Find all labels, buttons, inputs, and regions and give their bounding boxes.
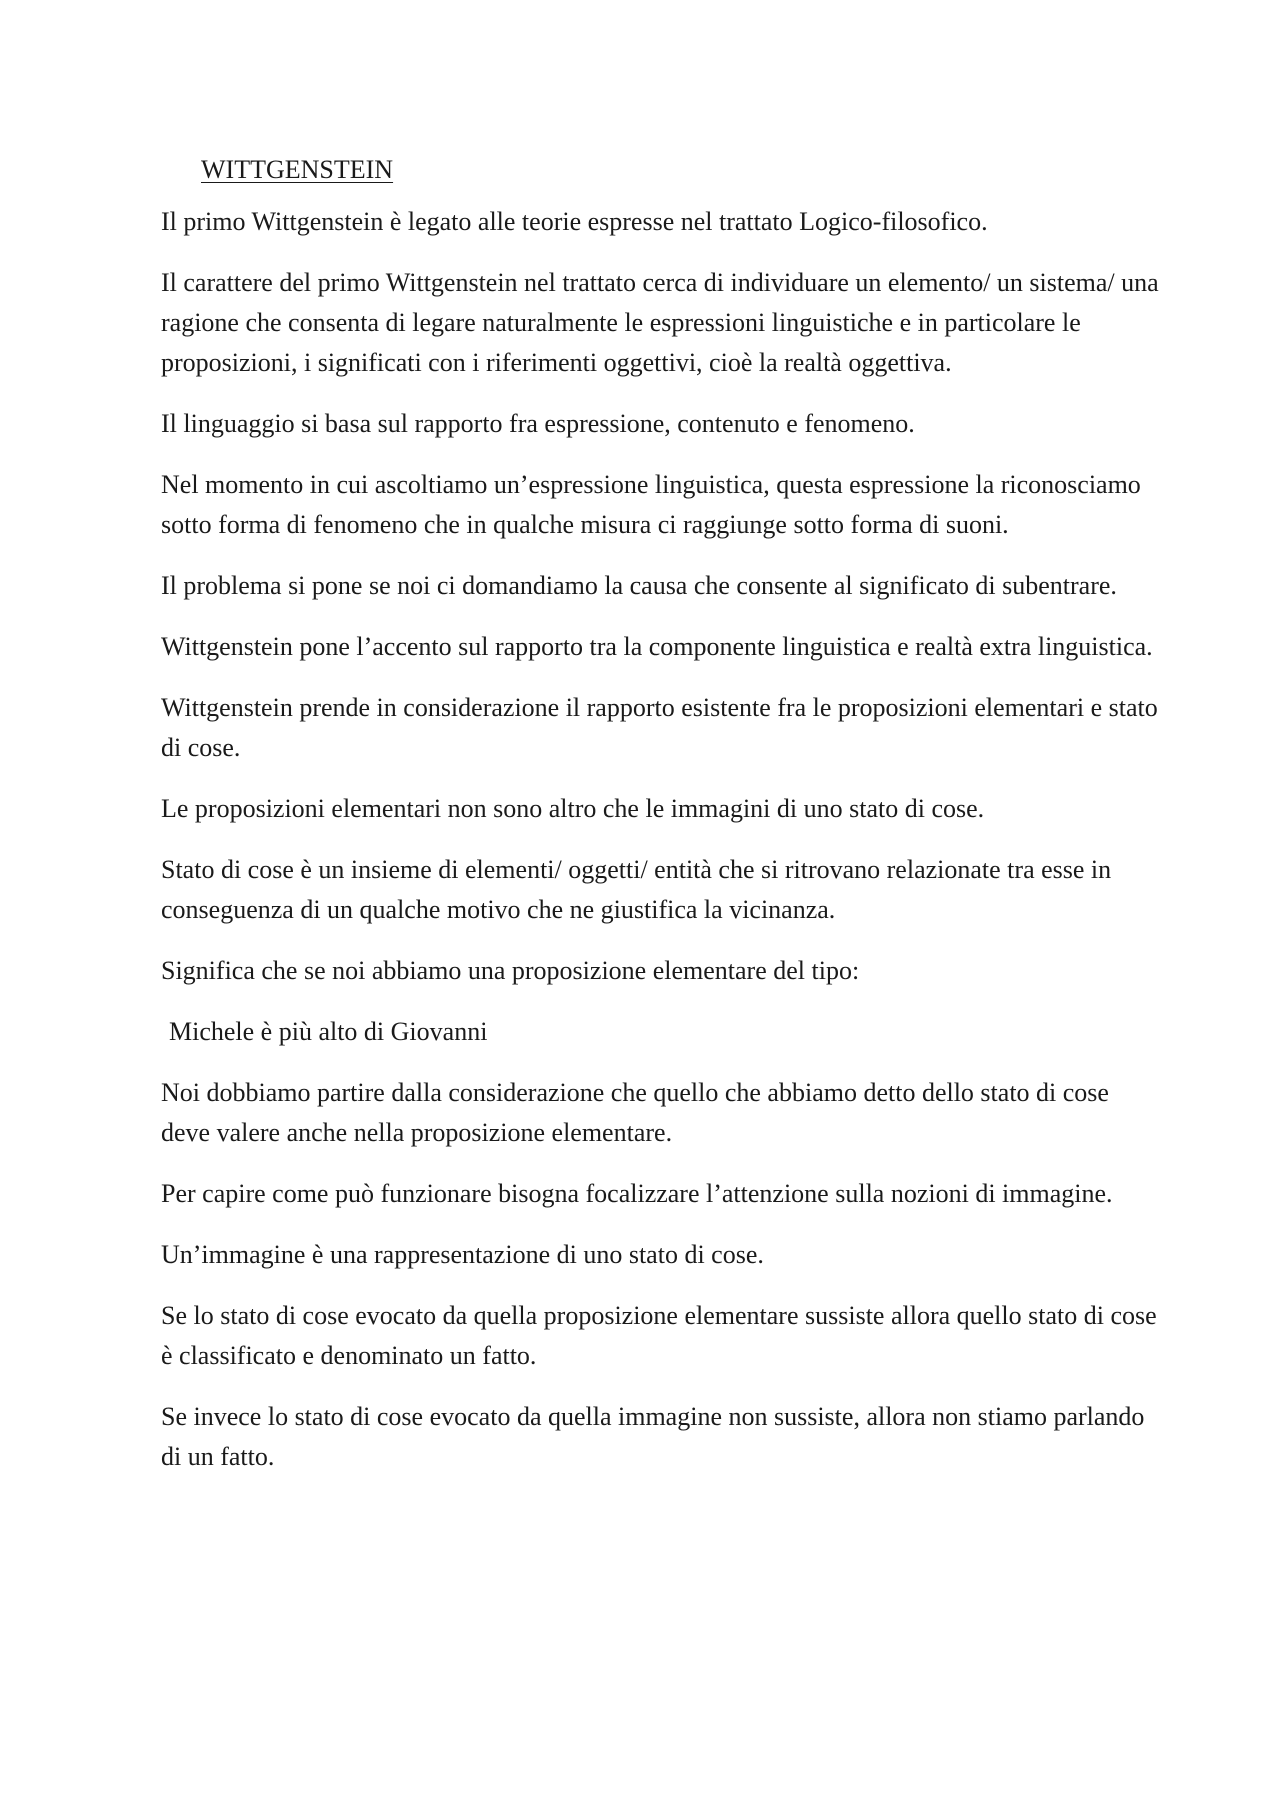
paragraph: Se invece lo stato di cose evocato da quella immagine non sussiste, allora non stiamo parlando di un fatto.: [161, 1402, 1145, 1471]
document-body: [161, 150, 1161, 1498]
paragraph: Le proposizioni elementari non sono altro che le immagini di uno stato di cose.: [161, 794, 985, 823]
paragraph: Se lo stato di cose evocato da quella proposizione elementare sussiste allora quello stato di cose è classificato e denominato un fatto.: [161, 1301, 1157, 1370]
paragraph: Il carattere del primo Wittgenstein nel trattato cerca di individuare un elemento/ un sistema/ una ragione che consenta di legare naturalmente le espressioni linguistiche e in particolare le proposizioni, i significati con i riferimenti oggettivi, cioè la realtà oggettiva.: [161, 268, 1159, 377]
paragraph: Noi dobbiamo partire dalla considerazione che quello che abbiamo detto dello stato di cose deve valere anche nella proposizione elementare.: [161, 1078, 1109, 1147]
paragraph: Wittgenstein pone l’accento sul rapporto tra la componente linguistica e realtà extra linguistica.: [161, 632, 1153, 661]
paragraph: Significa che se noi abbiamo una proposizione elementare del tipo:: [161, 956, 860, 985]
paragraph: Nel momento in cui ascoltiamo un’espressione linguistica, questa espressione la riconosciamo sotto forma di fenomeno che in qualche misura ci raggiunge sotto forma di suoni.: [161, 470, 1141, 539]
paragraph: Stato di cose è un insieme di elementi/ oggetti/ entità che si ritrovano relazionate tra esse in conseguenza di un qualche motivo che ne giustifica la vicinanza.: [161, 855, 1112, 924]
paragraph: Il linguaggio si basa sul rapporto fra espressione, contenuto e fenomeno.: [161, 409, 915, 438]
paragraph: Il problema si pone se noi ci domandiamo la causa che consente al significato di subentrare.: [161, 571, 1117, 600]
paragraph: Per capire come può funzionare bisogna focalizzare l’attenzione sulla nozioni di immagine.: [161, 1179, 1113, 1208]
paragraph: Un’immagine è una rappresentazione di uno stato di cose.: [161, 1240, 764, 1269]
document-title: WITTGENSTEIN: [201, 155, 394, 184]
example-sentence: Michele è più alto di Giovanni: [169, 1017, 488, 1046]
paragraph: Wittgenstein prende in considerazione il rapporto esistente fra le proposizioni elementari e stato di cose.: [161, 693, 1158, 762]
paragraph: Il primo Wittgenstein è legato alle teorie espresse nel trattato Logico-filosofico.: [161, 207, 988, 236]
